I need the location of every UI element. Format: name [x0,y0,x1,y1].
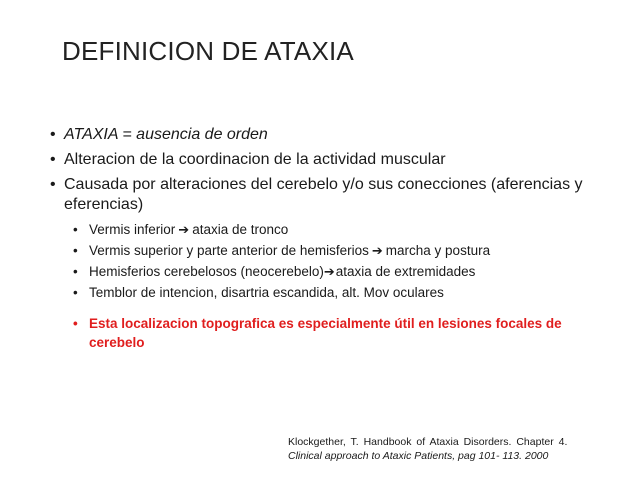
slide-title: DEFINICION DE ATAXIA [62,36,354,66]
bullet-dot-icon: • [50,126,56,143]
citation-line: Klockgether, T. Handbook of Ataxia Disorders. Chapter 4. [288,436,568,448]
sub-bullet-text: Hemisferios cerebelosos (neocerebelo) [89,264,324,279]
bullet-item [50,175,590,215]
citation-line: Clinical approach to Ataxic Patients, pag 101- 113. 2000 [288,450,549,462]
sub-bullet-text: Temblor de intencion, disartria escandida, alt. Mov oculares [89,285,444,300]
bullet-text: Alteracion de la coordinacion de la actividad muscular [64,151,446,168]
sub-bullet-item [73,262,590,282]
bullet-text: Causada por alteraciones del cerebelo y/o sus conecciones (aferencias y eferencias) [64,176,583,213]
sub-bullet-item [73,283,590,302]
bullet-dot-icon: • [73,285,78,300]
bullet-dot-icon: • [73,243,78,258]
bullet-item [50,150,590,170]
highlight-bullet-item [73,314,589,352]
bullet-dot-icon: • [50,151,56,168]
sub-bullet-text: Vermis inferior [89,222,176,237]
highlight-text: Esta localizacion topografica es especialmente útil en lesiones focales de cerebelo [89,316,562,350]
right-arrow-icon: ➔ [178,223,190,238]
sub-bullet-text: ataxia de tronco [192,222,289,237]
right-arrow-icon: ➔ [371,244,383,259]
sub-bullet-text: Vermis superior y parte anterior de hemisferios [89,243,369,258]
sub-bullet-item [73,220,590,240]
right-arrow-icon: ➔ [323,265,335,280]
sub-bullet-text: marcha y postura [385,243,491,258]
bullet-list [50,125,590,353]
sub-bullet-item [73,241,590,261]
sub-bullet-text: ataxia de extremidades [335,264,476,279]
bullet-text: ATAXIA = ausencia de orden [64,126,268,143]
citation [288,435,578,463]
bullet-dot-icon: • [50,176,56,193]
bullet-item [50,125,590,145]
sub-bullet-list [73,220,590,352]
bullet-dot-icon: • [73,264,78,279]
bullet-dot-icon: • [73,316,78,331]
bullet-dot-icon: • [73,222,78,237]
